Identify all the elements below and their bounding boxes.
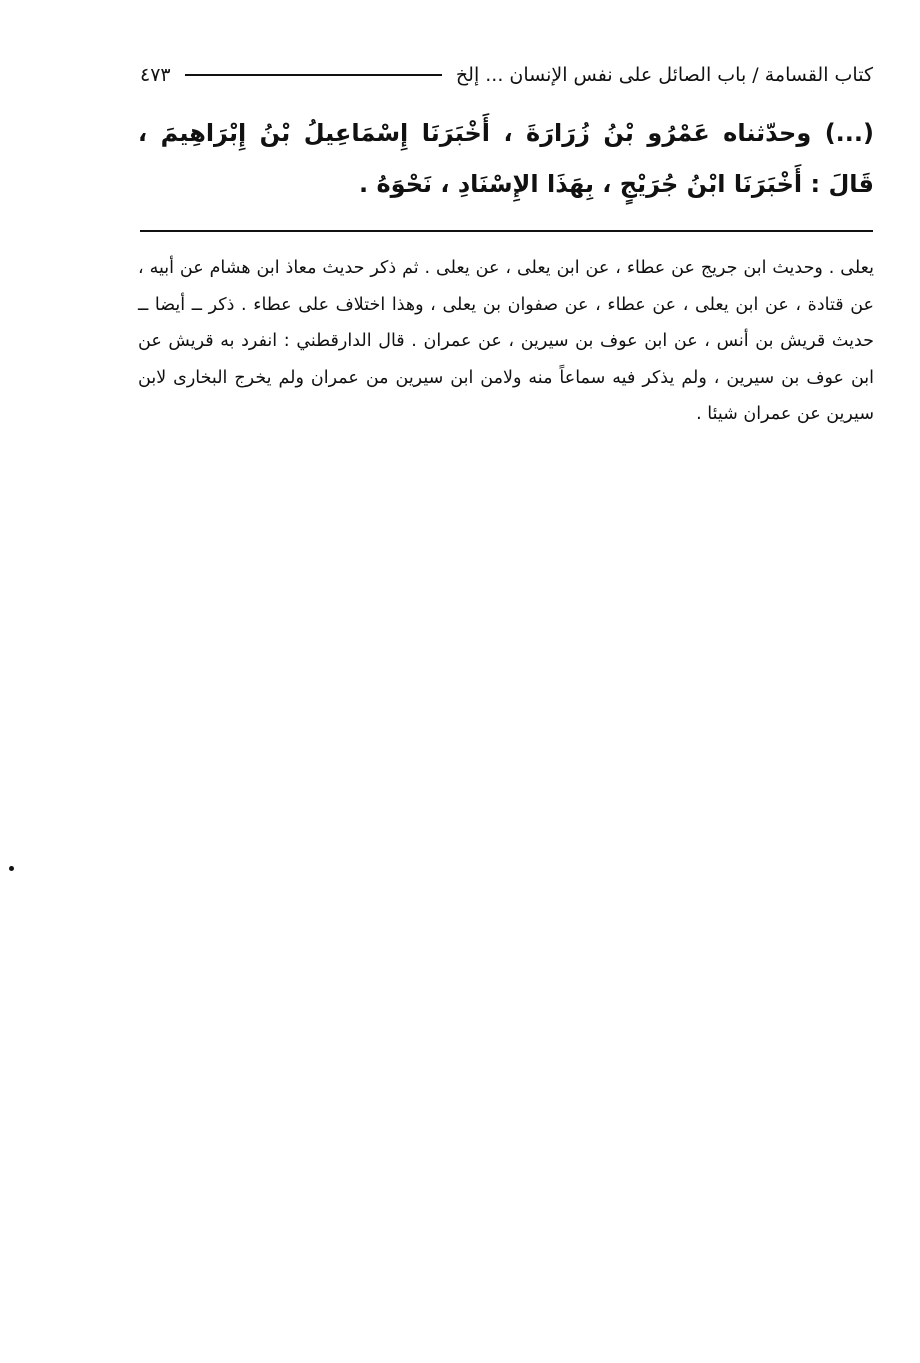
hadith-text: (...) وحدّثناه عَمْرُو بْنُ زُرَارَةَ ، أَخْبَرَنَا إِسْمَاعِيلُ بْنُ إِبْرَاهِيمَ ، قَالَ : أَخْبَرَنَا ابْنُ جُرَيْجٍ ، بِهَذَا الإِسْنَادِ ، نَحْوَهُ . <box>138 119 874 198</box>
running-head-title: كتاب القسامة / باب الصائل على نفس الإنسان ... إلخ <box>455 64 873 86</box>
header-rule <box>185 74 442 76</box>
commentary-text: يعلى . وحديث ابن جريج عن عطاء ، عن ابن يعلى ، عن يعلى . ثم ذكر حديث معاذ ابن هشام عن أبيه ، عن قتادة ، عن ابن يعلى ، عن عطاء ، عن صفوان بن يعلى ، وهذا اختلاف على عطاء . ذكر ــ أيضا ــ حديث قريش بن أنس ، عن ابن عوف بن سيرين ، عن عمران . قال الدارقطني : انفرد به قريش عن ابن عوف بن سيرين ، ولم يذكر فيه سماعاً منه ولامن ابن سيرين من عمران ولم يخرج البخارى لابن سيرين عن عمران شيئا . <box>138 258 874 424</box>
footnote-divider <box>140 230 873 232</box>
page-number: ٤٧٣ <box>140 64 171 86</box>
stray-dot <box>9 866 14 871</box>
running-head <box>140 58 873 92</box>
